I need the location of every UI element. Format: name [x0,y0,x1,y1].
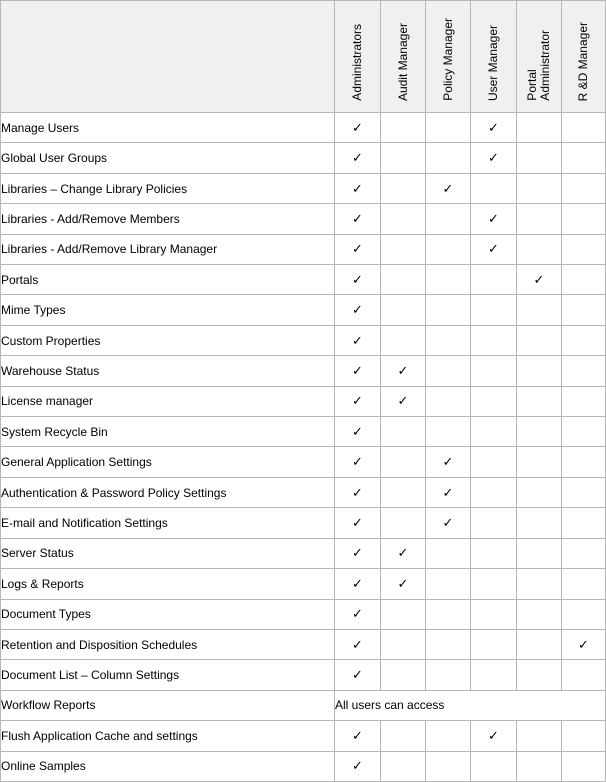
feature-name-cell: Libraries - Add/Remove Members [1,204,335,234]
empty-cell [471,538,517,568]
checkmark-icon: ✓ [442,180,454,196]
empty-cell [426,265,471,295]
empty-cell [517,113,562,143]
checkmark-cell [562,629,606,659]
empty-cell [471,629,517,659]
checkmark-cell [335,325,381,355]
checkmark-icon: ✓ [488,119,499,135]
empty-cell [381,417,426,447]
checkmark-icon: ✓ [352,667,363,683]
empty-cell [471,599,517,629]
empty-cell [517,325,562,355]
checkmark-icon: ✓ [352,393,363,409]
table-row [1,629,606,659]
checkmark-cell [335,629,381,659]
empty-cell [471,417,517,447]
feature-name-cell: Custom Properties [1,325,335,355]
checkmark-icon: ✓ [352,758,363,774]
table-row [1,508,606,538]
checkmark-cell [426,173,471,203]
feature-name-cell: Portals [1,265,335,295]
checkmark-cell [335,386,381,416]
empty-cell [381,508,426,538]
empty-cell [562,417,606,447]
empty-cell [471,751,517,781]
checkmark-icon: ✓ [352,180,363,196]
empty-cell [517,751,562,781]
checkmark-cell [335,569,381,599]
table-row [1,325,606,355]
empty-cell [562,234,606,264]
empty-cell [381,295,426,325]
empty-cell [517,660,562,690]
checkmark-icon: ✓ [352,484,363,500]
empty-cell [426,386,471,416]
checkmark-icon: ✓ [442,484,454,500]
empty-cell [471,295,517,325]
feature-name-cell: Document Types [1,599,335,629]
column-header-role [517,1,562,113]
checkmark-icon: ✓ [397,393,409,409]
empty-cell [381,204,426,234]
checkmark-cell [335,721,381,751]
table-header [1,1,606,113]
checkmark-cell [335,477,381,507]
checkmark-cell [335,265,381,295]
feature-name-cell: Flush Application Cache and settings [1,721,335,751]
column-header-role [471,1,517,113]
checkmark-cell [381,538,426,568]
table-row [1,113,606,143]
checkmark-icon: ✓ [352,210,363,226]
empty-cell [426,204,471,234]
empty-cell [517,538,562,568]
feature-name-cell: System Recycle Bin [1,417,335,447]
checkmark-icon: ✓ [488,727,499,743]
empty-cell [517,295,562,325]
empty-cell [426,721,471,751]
empty-cell [562,113,606,143]
checkmark-icon: ✓ [352,606,363,622]
checkmark-cell [335,751,381,781]
checkmark-cell [335,356,381,386]
empty-cell [381,629,426,659]
empty-cell [562,751,606,781]
empty-cell [471,569,517,599]
empty-cell [517,629,562,659]
empty-cell [381,721,426,751]
table-row [1,447,606,477]
empty-cell [426,234,471,264]
checkmark-icon: ✓ [352,514,363,530]
empty-cell [426,325,471,355]
header-row [1,1,606,113]
feature-name-cell: Retention and Disposition Schedules [1,629,335,659]
empty-cell [471,325,517,355]
checkmark-icon: ✓ [488,150,499,166]
empty-cell [562,477,606,507]
empty-cell [381,660,426,690]
empty-cell [381,325,426,355]
empty-cell [426,629,471,659]
checkmark-icon: ✓ [442,454,454,470]
feature-name-cell: Server Status [1,538,335,568]
column-header-label: Policy Manager [440,18,455,101]
checkmark-icon: ✓ [488,210,499,226]
checkmark-cell [471,143,517,173]
checkmark-icon: ✓ [578,636,589,652]
feature-name-cell: Manage Users [1,113,335,143]
column-header-role [562,1,606,113]
checkmark-icon: ✓ [352,271,363,287]
empty-cell [471,447,517,477]
empty-cell [426,295,471,325]
empty-cell [426,660,471,690]
empty-cell [562,569,606,599]
empty-cell [381,173,426,203]
empty-cell [381,265,426,295]
empty-cell [517,386,562,416]
table-row [1,204,606,234]
checkmark-cell [471,721,517,751]
empty-cell [426,538,471,568]
feature-name-cell: Warehouse Status [1,356,335,386]
checkmark-icon: ✓ [488,241,499,257]
checkmark-cell [335,173,381,203]
feature-name-cell: Online Samples [1,751,335,781]
empty-cell [562,295,606,325]
column-header-role [335,1,381,113]
checkmark-icon: ✓ [533,271,545,287]
empty-cell [381,113,426,143]
empty-cell [381,234,426,264]
empty-cell [381,447,426,477]
table-row [1,234,606,264]
checkmark-icon: ✓ [352,302,363,318]
checkmark-icon: ✓ [352,636,363,652]
checkmark-cell [335,538,381,568]
table-row [1,690,606,720]
checkmark-cell [335,234,381,264]
feature-name-cell: Document List – Column Settings [1,660,335,690]
table-row [1,538,606,568]
empty-cell [471,477,517,507]
empty-cell [562,721,606,751]
checkmark-cell [426,447,471,477]
access-note-cell: All users can access [335,690,606,720]
table-row [1,751,606,781]
empty-cell [426,569,471,599]
feature-name-cell: License manager [1,386,335,416]
empty-cell [517,569,562,599]
checkmark-cell [471,234,517,264]
empty-cell [381,143,426,173]
checkmark-cell [381,569,426,599]
checkmark-icon: ✓ [352,454,363,470]
empty-cell [471,508,517,538]
empty-cell [517,417,562,447]
empty-cell [426,599,471,629]
empty-cell [562,508,606,538]
checkmark-cell [381,386,426,416]
header-corner-cell [1,1,335,113]
empty-cell [471,173,517,203]
checkmark-cell [426,477,471,507]
empty-cell [517,143,562,173]
checkmark-cell [517,265,562,295]
column-header-label: User Manager [486,24,500,101]
checkmark-cell [335,660,381,690]
empty-cell [426,356,471,386]
empty-cell [517,234,562,264]
empty-cell [517,721,562,751]
checkmark-icon: ✓ [352,423,363,439]
empty-cell [562,660,606,690]
empty-cell [562,599,606,629]
checkmark-cell [335,599,381,629]
empty-cell [562,356,606,386]
empty-cell [471,265,517,295]
column-header-label: Administrators [350,24,364,101]
feature-name-cell: E-mail and Notification Settings [1,508,335,538]
feature-name-cell: General Application Settings [1,447,335,477]
table-row [1,721,606,751]
checkmark-cell [335,508,381,538]
empty-cell [517,599,562,629]
checkmark-icon: ✓ [352,727,363,743]
table-row [1,599,606,629]
checkmark-cell [335,204,381,234]
checkmark-cell [471,204,517,234]
column-header-label: R &D Manager [576,21,590,101]
checkmark-icon: ✓ [352,241,363,257]
column-header-label: Portal Administrator [525,30,552,101]
checkmark-cell [335,143,381,173]
checkmark-icon: ✓ [352,575,363,591]
empty-cell [426,113,471,143]
empty-cell [562,204,606,234]
checkmark-icon: ✓ [352,362,363,378]
empty-cell [471,356,517,386]
empty-cell [562,538,606,568]
table-row [1,356,606,386]
empty-cell [517,477,562,507]
feature-name-cell: Global User Groups [1,143,335,173]
empty-cell [562,173,606,203]
column-header-role [381,1,426,113]
empty-cell [426,751,471,781]
feature-name-cell: Mime Types [1,295,335,325]
checkmark-cell [471,113,517,143]
empty-cell [562,386,606,416]
checkmark-cell [335,417,381,447]
empty-cell [471,386,517,416]
empty-cell [517,356,562,386]
checkmark-icon: ✓ [397,362,409,378]
table-row [1,295,606,325]
table-row [1,417,606,447]
empty-cell [381,477,426,507]
empty-cell [517,204,562,234]
empty-cell [381,751,426,781]
checkmark-cell [426,508,471,538]
table-row [1,660,606,690]
table-row [1,569,606,599]
feature-name-cell: Libraries – Change Library Policies [1,173,335,203]
table-row [1,265,606,295]
table-row [1,143,606,173]
empty-cell [471,660,517,690]
table-row [1,477,606,507]
empty-cell [381,599,426,629]
feature-name-cell: Logs & Reports [1,569,335,599]
empty-cell [562,143,606,173]
feature-name-cell: Workflow Reports [1,690,335,720]
checkmark-icon: ✓ [397,575,409,591]
empty-cell [562,325,606,355]
checkmark-cell [335,447,381,477]
checkmark-icon: ✓ [352,150,363,166]
feature-name-cell: Authentication & Password Policy Settings [1,477,335,507]
empty-cell [426,143,471,173]
checkmark-icon: ✓ [397,545,409,561]
checkmark-icon: ✓ [352,545,363,561]
empty-cell [426,417,471,447]
feature-name-cell: Libraries - Add/Remove Library Manager [1,234,335,264]
table-body [1,113,606,782]
checkmark-cell [381,356,426,386]
checkmark-icon: ✓ [352,332,363,348]
checkmark-cell [335,113,381,143]
table-row [1,386,606,416]
checkmark-cell [335,295,381,325]
column-header-role [426,1,471,113]
empty-cell [517,173,562,203]
checkmark-icon: ✓ [442,514,454,530]
table-row [1,173,606,203]
empty-cell [517,508,562,538]
empty-cell [562,447,606,477]
empty-cell [562,265,606,295]
column-header-label: Audit Manager [395,22,410,101]
empty-cell [517,447,562,477]
checkmark-icon: ✓ [352,119,363,135]
